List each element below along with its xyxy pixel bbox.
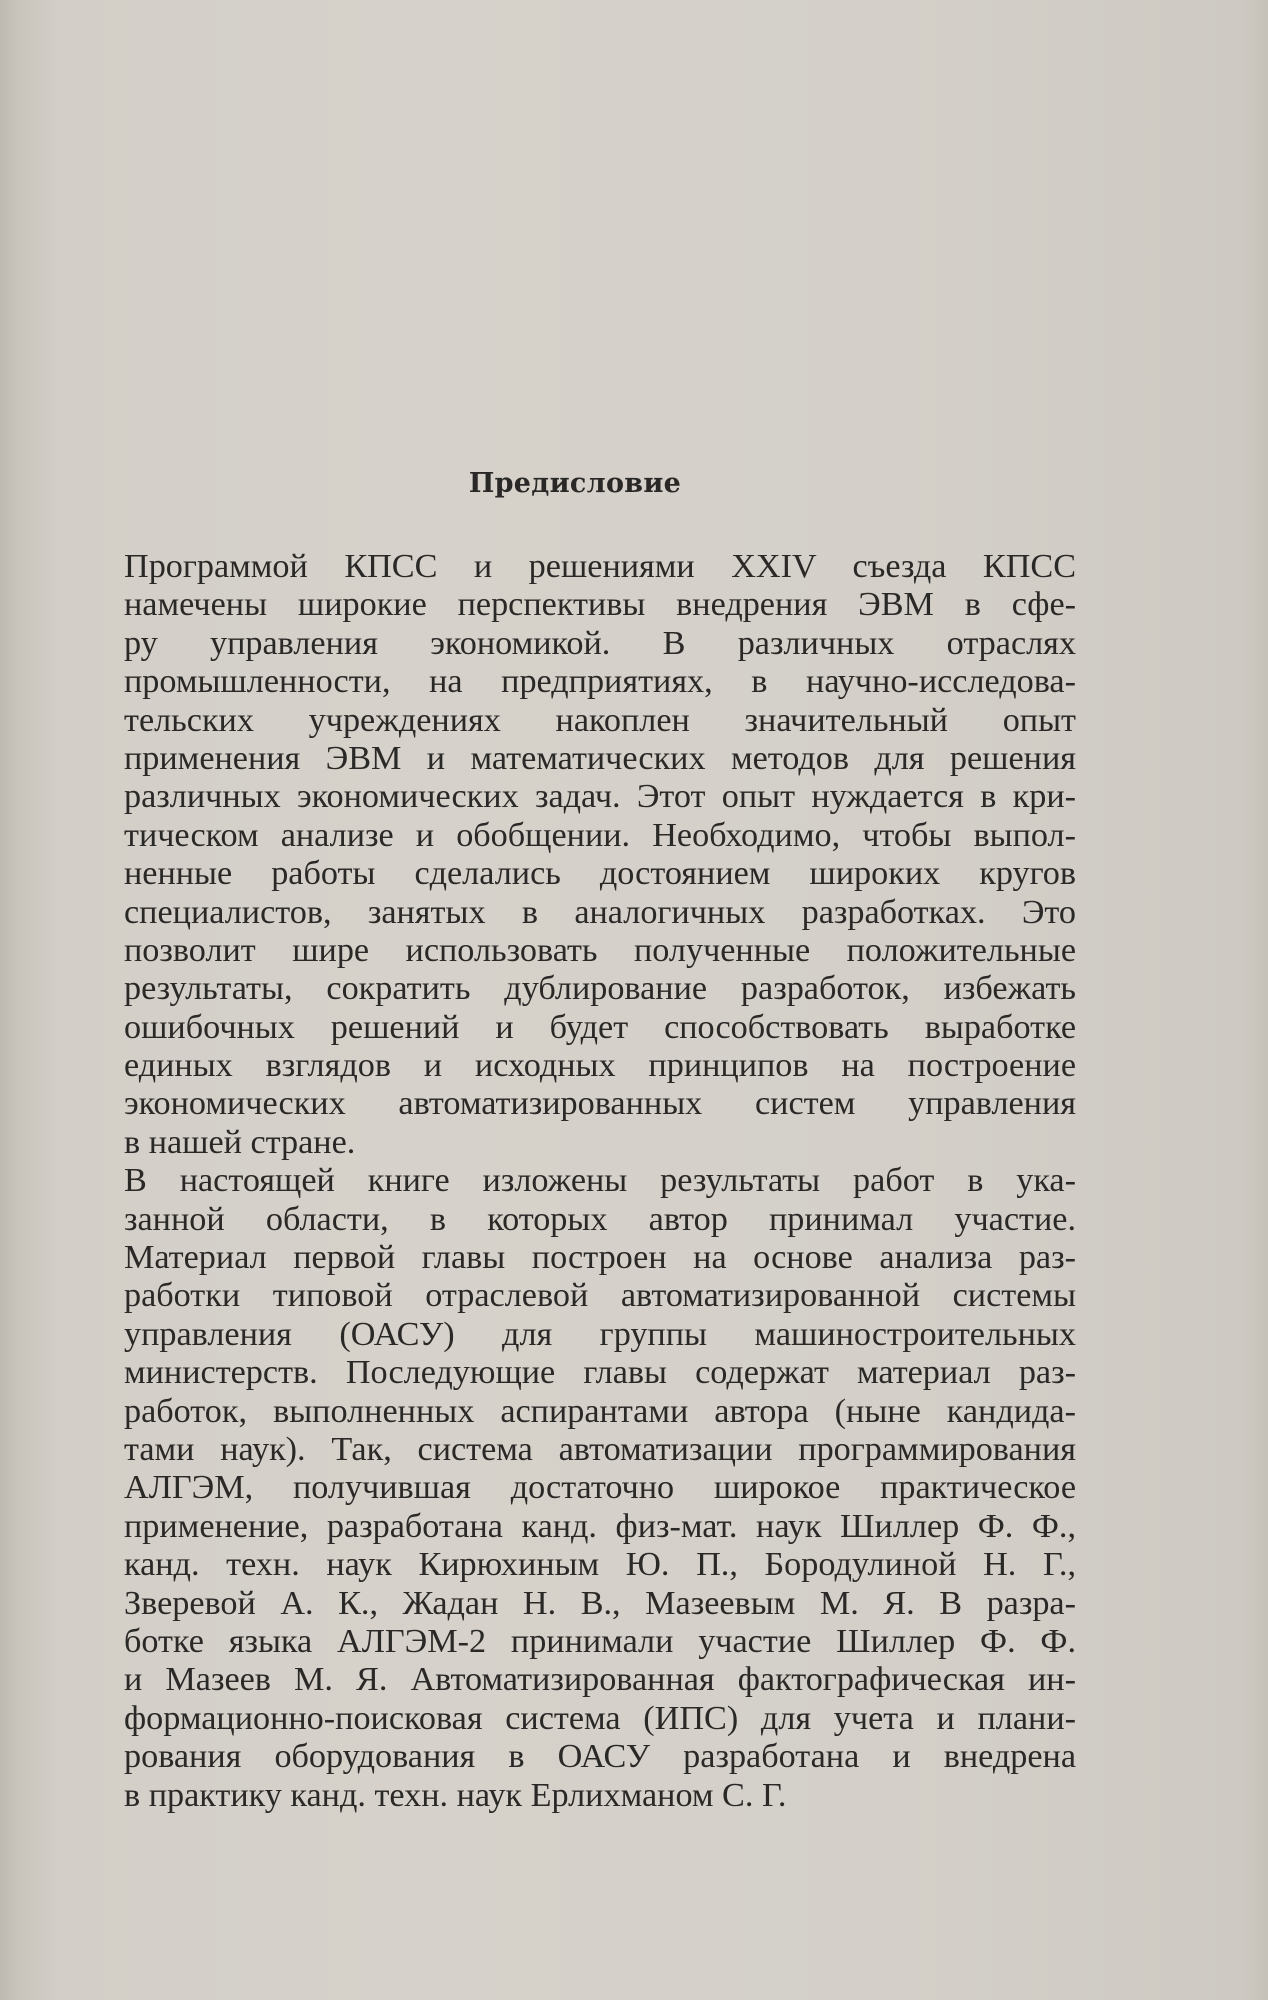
paragraph-1 xyxy=(124,548,1076,1162)
text-line: формационно-поисковая система (ИПС) для учета и плани- xyxy=(124,1699,1076,1737)
text-line: работок, выполненных аспирантами автора (ныне кандида- xyxy=(124,1392,1076,1430)
text-line: намечены широкие перспективы внедрения ЭВМ в сфе- xyxy=(124,586,1076,624)
text-line: единых взглядов и исходных принципов на построение xyxy=(124,1047,1076,1085)
paragraph-2 xyxy=(124,1162,1076,1815)
text-line: промышленности, на предприятиях, в научно-исследова- xyxy=(124,663,1076,701)
text-line: тами наук). Так, система автоматизации программирования xyxy=(124,1430,1076,1468)
text-line: результаты, сократить дублирование разработок, избежать xyxy=(124,970,1076,1008)
text-line: министерств. Последующие главы содержат материал раз- xyxy=(124,1354,1076,1392)
text-line: занной области, в которых автор принимал участие. xyxy=(124,1200,1076,1238)
text-line: в нашей стране. xyxy=(124,1123,356,1161)
text-line: ненные работы сделались достоянием широких кругов xyxy=(124,855,1076,893)
text-line: АЛГЭМ, получившая достаточно широкое практическое xyxy=(124,1469,1076,1507)
text-line: специалистов, занятых в аналогичных разработках. Это xyxy=(124,893,1076,931)
text-line: работки типовой отраслевой автоматизированной системы xyxy=(124,1277,1076,1315)
text-line: в практику канд. техн. наук Ерлихманом С. Г. xyxy=(124,1776,787,1814)
text-line: ошибочных решений и будет способствовать выработке xyxy=(124,1008,1076,1046)
text-line: управления (ОАСУ) для группы машиностроительных xyxy=(124,1315,1076,1353)
text-line: В настоящей книге изложены результаты работ в ука- xyxy=(124,1162,1076,1200)
text-line: различных экономических задач. Этот опыт нуждается в кри- xyxy=(124,778,1076,816)
text-line: Материал первой главы построен на основе анализа раз- xyxy=(124,1239,1076,1277)
text-line: ботке языка АЛГЭМ-2 принимали участие Шиллер Ф. Ф. xyxy=(124,1622,1076,1660)
text-line: канд. техн. наук Кирюхиным Ю. П., Бородулиной Н. Г., xyxy=(124,1546,1076,1584)
page-title: Предисловие xyxy=(468,468,682,499)
text-line: рования оборудования в ОАСУ разработана и внедрена xyxy=(124,1738,1076,1776)
text-line: экономических автоматизированных систем управления xyxy=(124,1085,1076,1123)
text-line: ру управления экономикой. В различных отраслях xyxy=(124,624,1076,662)
text-line: Зверевой А. К., Жадан Н. В., Мазеевым М. Я. В разра- xyxy=(124,1584,1076,1622)
text-line: позволит шире использовать полученные положительные xyxy=(124,931,1076,969)
text-line: Программой КПСС и решениями XXIV съезда КПСС xyxy=(124,548,1076,585)
body-text xyxy=(124,548,1076,1815)
text-line: применения ЭВМ и математических методов для решения xyxy=(124,739,1076,777)
text-line: и Мазеев М. Я. Автоматизированная фактографическая ин- xyxy=(124,1661,1076,1699)
text-line: тельских учреждениях накоплен значительный опыт xyxy=(124,701,1076,739)
text-line: тическом анализе и обобщении. Необходимо, чтобы выпол- xyxy=(124,816,1076,854)
text-line: применение, разработана канд. физ-мат. наук Шиллер Ф. Ф., xyxy=(124,1507,1076,1545)
